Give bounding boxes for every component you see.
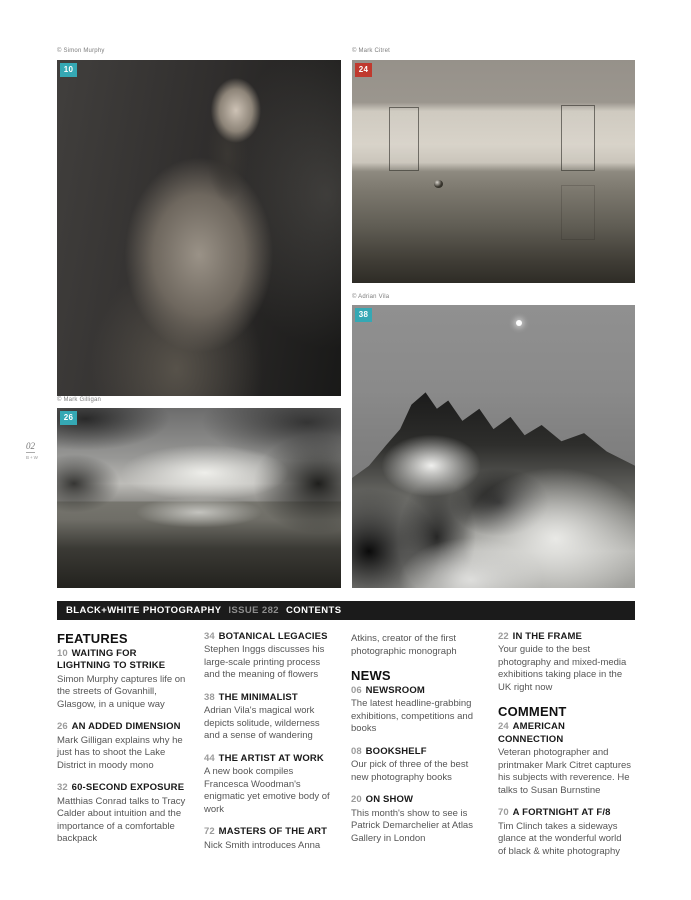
section-heading: FEATURES — [57, 631, 128, 646]
toc-entry — [498, 631, 632, 694]
entry-description: Stephen Inggs discusses his large-scale printing process and the meaning of flowers — [204, 644, 325, 681]
entry-title: 06 NEWSROOM — [351, 685, 425, 697]
entry-description: Matthias Conrad talks to Tracy Calder about intuition and the importance of a comfortable backpack — [57, 795, 186, 845]
page-tag-38: 38 — [355, 308, 372, 322]
entry-page-number: 32 — [57, 782, 71, 794]
entry-description: Adrian Vila's magical work depicts solitude, wilderness and a sense of wandering — [204, 705, 320, 742]
section-heading: COMMENT — [498, 704, 567, 720]
entry-title: 72 MASTERS OF THE ART — [204, 826, 328, 838]
entry-page-number: 44 — [204, 752, 218, 764]
folio-number: 02 — [26, 441, 35, 451]
toc-column-3 — [351, 631, 485, 868]
folio-magazine-label: B+W — [26, 455, 39, 460]
toc-entry — [351, 794, 485, 845]
page-tag-24: 24 — [355, 63, 372, 77]
door-frame-left — [389, 107, 419, 171]
buoy-in-water — [434, 180, 443, 188]
toc-entry — [57, 648, 191, 711]
photo-mountain-moon — [352, 305, 635, 588]
entry-title: 26 AN ADDED DIMENSION — [57, 721, 181, 733]
toc-entry — [204, 631, 338, 682]
toc-columns — [57, 631, 635, 868]
toc-entry — [204, 692, 338, 743]
photo-credit-simon-murphy: © Simon Murphy — [57, 48, 105, 54]
toc-column-4 — [498, 631, 632, 868]
entry-page-number: 72 — [204, 826, 218, 838]
photo-portrait-of-man — [57, 60, 341, 396]
door-frame-right — [561, 105, 594, 172]
toc-entry — [498, 721, 632, 797]
entry-description: Tim Clinch takes a sideways glance at the wonderful world of black & white photography — [498, 820, 622, 857]
toc-column-1 — [57, 631, 191, 868]
entry-description: The latest headline-grabbing exhibitions, competitions and books — [351, 698, 473, 735]
door-frame-reflection — [561, 185, 594, 241]
toc-entry — [57, 782, 191, 845]
entry-page-number: 08 — [351, 746, 365, 757]
entry-page-number: 24 — [498, 721, 512, 733]
photo-credit-mark-gilligan: © Mark Gilligan — [57, 397, 102, 403]
entry-description: Veteran photographer and printmaker Mark Citret captures his subjects with reverence. He talks to Susan Burnstine — [498, 747, 632, 796]
page-tag-26: 26 — [60, 411, 77, 425]
entry-description-continued: Atkins, creator of the first photographic monograph — [351, 633, 457, 657]
entry-title: 08 BOOKSHELF — [351, 746, 427, 757]
entry-description: This month's show to see is Patrick Demarchelier at Atlas Gallery in London — [351, 807, 473, 844]
entry-page-number: 06 — [351, 685, 365, 697]
section-heading: NEWS — [351, 668, 391, 684]
toc-entry — [498, 807, 632, 858]
entry-title: 10 WAITING FOR LIGHTNING TO STRIKE — [57, 648, 166, 672]
toc-entry — [204, 753, 338, 816]
masthead-title: BLACK+WHITE PHOTOGRAPHY — [66, 605, 222, 616]
mountain-silhouette — [352, 384, 635, 588]
entry-page-number: 34 — [204, 631, 218, 642]
entry-title: 34 BOTANICAL LEGACIES — [204, 631, 328, 642]
page-folio — [26, 436, 39, 460]
entry-description: Your guide to the best photography and mixed-media exhibitions taking place in the UK right now — [498, 644, 627, 693]
masthead-section: CONTENTS — [286, 605, 342, 616]
entry-title: 70 A FORTNIGHT AT F/8 — [498, 807, 611, 819]
toc-column-2 — [204, 631, 338, 868]
entry-page-number: 26 — [57, 721, 71, 733]
toc-entry — [351, 746, 485, 784]
moon-icon — [516, 320, 522, 326]
entry-page-number: 10 — [57, 648, 71, 659]
entry-title: 22 IN THE FRAME — [498, 631, 583, 642]
photo-lake-landscape — [57, 408, 341, 588]
toc-entry — [204, 826, 338, 852]
entry-page-number: 38 — [204, 691, 218, 703]
toc-entry — [351, 685, 485, 736]
entry-title: 38 THE MINIMALIST — [204, 691, 298, 703]
masthead-bar — [57, 601, 635, 620]
entry-title: 20 ON SHOW — [351, 794, 414, 806]
entry-description: Mark Gilligan explains why he just has to shoot the Lake District in moody mono — [57, 734, 183, 771]
entry-title: 44 THE ARTIST AT WORK — [204, 752, 324, 764]
entry-description: Our pick of three of the best new photography books — [351, 759, 469, 783]
entry-title: 32 60-SECOND EXPOSURE — [57, 782, 185, 794]
entry-page-number: 22 — [498, 631, 512, 642]
page-tag-10: 10 — [60, 63, 77, 77]
photo-credit-mark-citret: © Mark Citret — [352, 48, 391, 54]
entry-description: A new book compiles Francesca Woodman's enigmatic yet emotive body of work — [204, 766, 330, 815]
entry-page-number: 20 — [351, 794, 365, 806]
toc-entry — [57, 721, 191, 772]
entry-description: Nick Smith introduces Anna — [204, 839, 321, 851]
entry-description: Simon Murphy captures life on the streets of Govanhill, Glasgow, in a unique way — [57, 673, 186, 710]
photo-seascape-door-frames — [352, 60, 635, 283]
entry-page-number: 70 — [498, 807, 512, 819]
photo-credit-adrian-vila: © Adrian Vila — [352, 294, 390, 300]
masthead-issue: ISSUE 282 — [228, 605, 279, 616]
entry-title: 24 AMERICAN CONNECTION — [498, 721, 566, 745]
